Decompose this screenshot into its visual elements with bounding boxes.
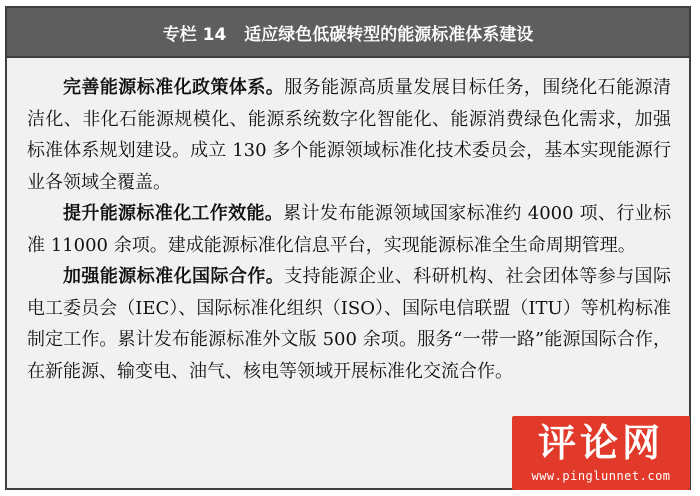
watermark-url: www.pinglunnet.com	[531, 469, 671, 483]
paragraph-text: 累计发布能源领域国家标准约 4000 项、行业标准 11000 余项。建成能源标准化信息平台，实现能源标准全生命周期管理。	[27, 203, 672, 256]
paragraph-international-cooperation	[27, 261, 671, 387]
paragraph-policy-system	[27, 72, 671, 198]
column-title: 适应绿色低碳转型的能源标准体系建设	[244, 24, 534, 45]
paragraph-heading: 完善能源标准化政策体系。	[63, 77, 285, 98]
paragraph-heading: 提升能源标准化工作效能。	[63, 203, 284, 224]
paragraph-work-efficiency	[27, 198, 671, 261]
watermark-logo-text: 评论网	[537, 421, 664, 465]
column-number: 专栏 14	[162, 24, 227, 45]
paragraph-heading: 加强能源标准化国际合作。	[63, 266, 285, 287]
column-header	[7, 8, 689, 58]
paragraph-text: 服务能源高质量发展目标任务，围绕化石能源清洁化、非化石能源规模化、能源系统数字化智能化、能源消费绿色化需求，加强标准体系规划建设。成立 130 多个能源领域标准化技术委员会，基本实现能源行业各领域全覆盖。	[27, 77, 671, 193]
paragraph-text: 支持能源企业、科研机构、社会团体等参与国际电工委员会（IEC）、国际标准化组织（ISO）、国际电信联盟（ITU）等机构标准制定工作。累计发布能源标准外文版 500 余项。服务“一带一路”能源国际合作，在新能源、输变电、油气、核电等领域开展标准化交流合作。	[27, 266, 671, 382]
column-body	[7, 58, 689, 387]
site-watermark	[512, 416, 690, 490]
